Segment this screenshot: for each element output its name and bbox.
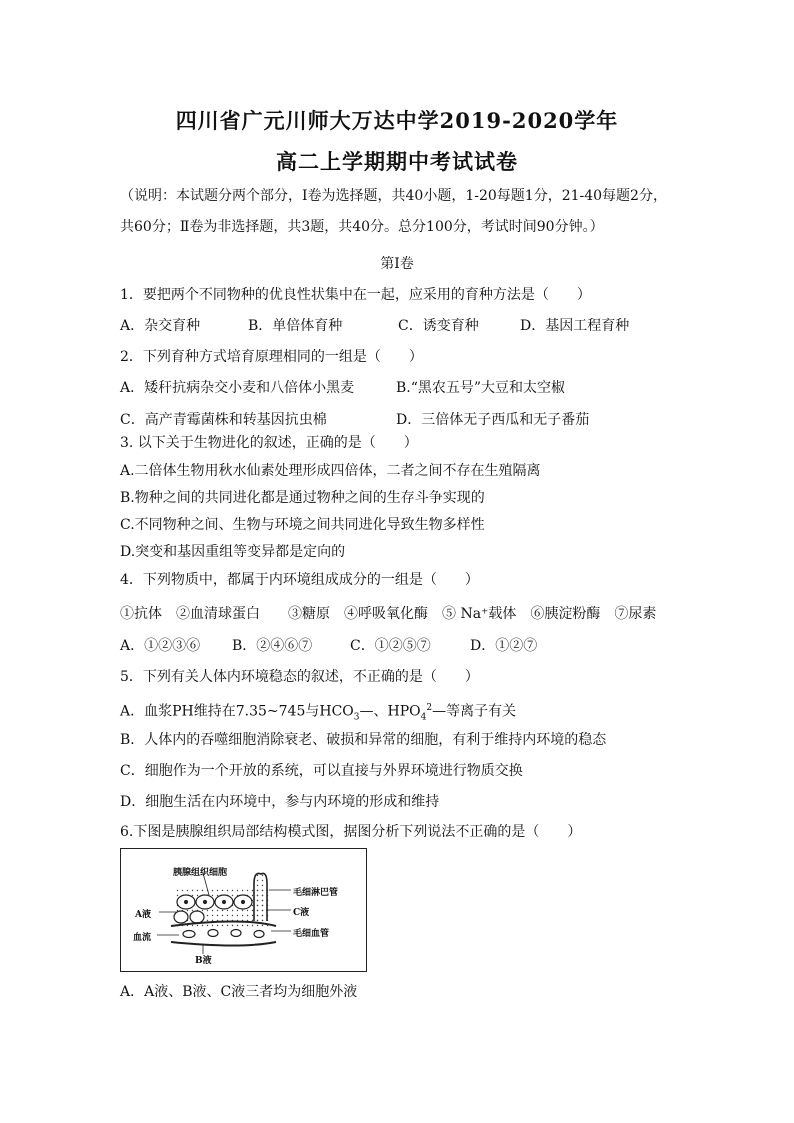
label-fluid-b: B液 — [195, 956, 212, 966]
question-1-stem: 1．要把两个不同物种的优良性状集中在一起，应采用的育种方法是（ ） — [120, 287, 591, 303]
question-1-option-d: D．基因工程育种 — [520, 318, 630, 334]
question-2-option-d: D．三倍体无子西瓜和无子番茄 — [396, 412, 590, 428]
pancreas-tissue-illustration — [121, 849, 366, 971]
blood-cells — [183, 930, 264, 938]
label-blood-capillary: 毛细血管 — [293, 929, 330, 939]
question-1-option-b: B．单倍体育种 — [248, 318, 343, 334]
question-5-option-d: D．细胞生活在内环境中，参与内环境的形成和维持 — [120, 794, 440, 810]
question-2-option-c: C．高产青霉菌株和转基因抗虫棉 — [120, 412, 327, 428]
question-2-option-a: A．矮秆抗病杂交小麦和八倍体小黑麦 — [120, 380, 355, 396]
instructions-line-2: 共60分；Ⅱ卷为非选择题，共3题，共40分。总分100分，考试时间90分钟。） — [120, 219, 604, 235]
instructions-line-1: （说明：本试题分两个部分，Ⅰ卷为选择题，共40小题，1-20每题1分，21-40每题2分， — [120, 188, 667, 204]
question-4-stem: 4．下列物质中，都属于内环境组成成分的一组是（ ） — [120, 572, 479, 588]
question-2-stem: 2．下列育种方式培育原理相同的一组是（ ） — [120, 349, 423, 365]
question-3-stem: 3. 以下关于生物进化的叙述，正确的是（ ） — [120, 435, 418, 451]
label-blood-flow: 血流 — [133, 933, 152, 943]
exam-title: 四川省广元川师大万达中学2019-2020学年 — [175, 108, 619, 133]
question-1-option-c: C．诱变育种 — [398, 318, 479, 334]
question-6-option-a: A．A液、B液、C液三者均为细胞外液 — [120, 984, 358, 1000]
question-5-option-c: C．细胞作为一个开放的系统，可以直接与外界环境进行物质交换 — [120, 763, 523, 779]
label-lymph-capillary: 毛细淋巴管 — [293, 888, 339, 898]
pancreas-tissue-diagram — [120, 848, 367, 972]
question-5-option-a: A．血浆PH维持在7.35~745与$HCO_3—$、$HPO_4^2—$等离子有关 — [120, 703, 517, 723]
question-5-option-b: B．人体内的吞噬细胞消除衰老、破损和异常的细胞，有利于维持内环境的稳态 — [120, 732, 607, 748]
question-4-option-c: C．①②⑤⑦ — [350, 638, 431, 654]
label-fluid-a: A液 — [135, 910, 151, 920]
exam-subtitle: 高二上学期期中考试试卷 — [276, 149, 518, 174]
question-1-option-a: A．杂交育种 — [120, 318, 201, 334]
question-4-option-a: A．①②③⑥ — [120, 638, 201, 654]
section-heading: 第Ⅰ卷 — [380, 256, 414, 272]
label-pancreas-cells: 胰腺组织细胞 — [173, 868, 228, 878]
question-4-items: ①抗体 ②血清球蛋白 ③糖原 ④呼吸氧化酶 ⑤ Na⁺载体 ⑥胰淀粉酶 ⑦尿素 — [120, 606, 657, 622]
question-3-option-d: D.突变和基因重组等变异都是定向的 — [120, 544, 346, 560]
question-2-option-b: B.“黑农五号”大豆和太空椒 — [396, 380, 566, 396]
lymph-capillary-shape — [254, 873, 267, 921]
question-6-stem: 6.下图是胰腺组织局部结构模式图，据图分析下列说法不正确的是（ ） — [120, 824, 582, 840]
label-fluid-c: C液 — [293, 908, 310, 918]
question-3-option-a: A.二倍体生物用秋水仙素处理形成四倍体，二者之间不存在生殖隔离 — [120, 463, 541, 479]
capillary-wall-bottom — [171, 942, 276, 946]
question-5-stem: 5．下列有关人体内环境稳态的叙述，不正确的是（ ） — [120, 669, 479, 685]
question-3-option-b: B.物种之间的共同进化都是通过物种之间的生存斗争实现的 — [120, 490, 485, 506]
question-3-option-c: C.不同物种之间、生物与环境之间共同进化导致生物多样性 — [120, 517, 485, 533]
question-4-option-b: B．②④⑥⑦ — [232, 638, 313, 654]
question-4-option-d: D．①②⑦ — [470, 638, 538, 654]
